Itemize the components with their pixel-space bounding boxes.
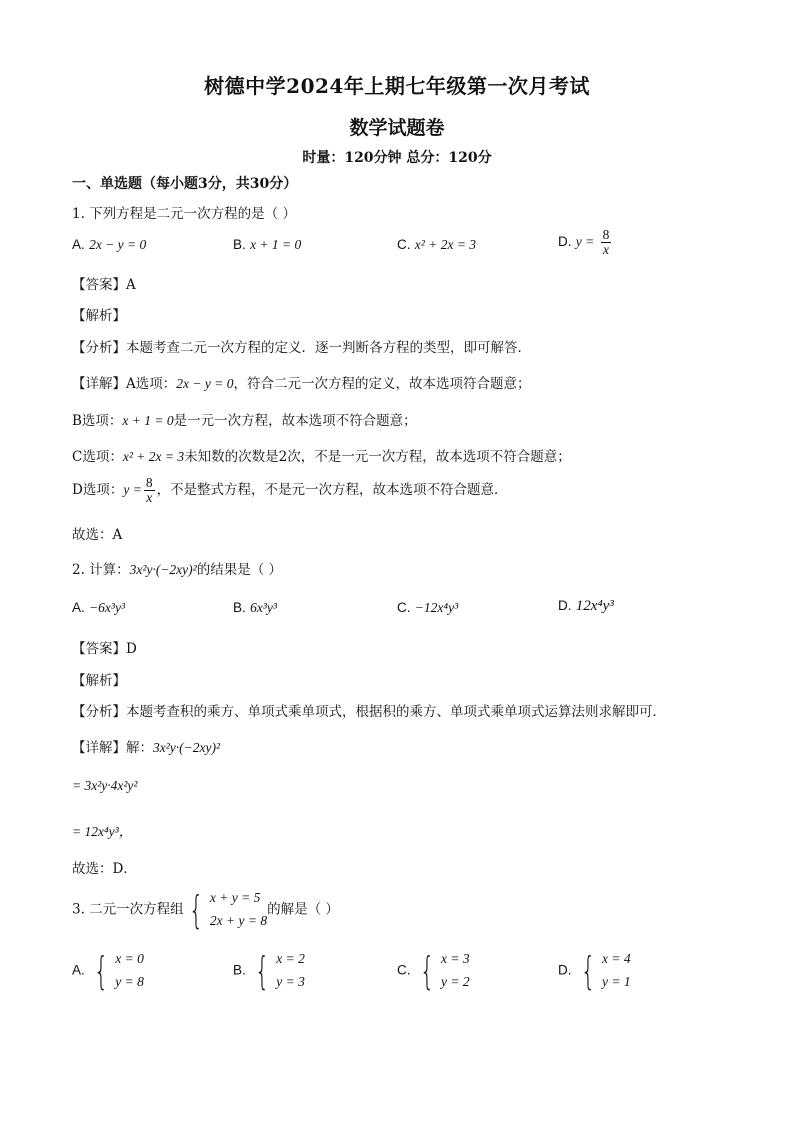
q3-equation-system [184, 887, 267, 933]
q3-option-d [558, 948, 631, 994]
q3-eq-2: 2x + y = 8 [209, 912, 268, 928]
q1-option-a [72, 237, 146, 253]
left-brace-icon: { [419, 948, 435, 993]
exam-meta: 时量：120分钟 总分：120分 [302, 150, 492, 166]
q2-option-a-math: −6x³y³ [89, 600, 126, 615]
q2-option-c-math: −12x⁴y³ [414, 600, 459, 615]
q1-option-d-lhs: y = [575, 234, 595, 250]
q1-b-prefix: B选项： [72, 413, 123, 429]
q1-choose: 故选：A [72, 527, 123, 543]
q1-c-math: x² + 2x = 3 [122, 449, 185, 464]
q1-d-lhs: y = [123, 482, 142, 498]
q1-option-c-label: C. [397, 237, 411, 252]
q1-d-prefix: D选项： [72, 482, 124, 499]
q1-detail-a-math: 2x − y = 0 [176, 376, 234, 391]
q3-option-a-x: x = 0 [115, 951, 144, 966]
q2-option-d-math: 12x⁴y³ [575, 598, 614, 614]
q3-stem [72, 887, 339, 933]
q1-d-text: ，不是整式方程，不是元一次方程，故本选项不符合题意． [156, 482, 508, 499]
q1-detail-prefix: 【详解】A选项： [72, 376, 177, 392]
q1-option-d-fraction [601, 228, 612, 257]
q3-option-d-system [576, 948, 631, 994]
q2-stem-math: 3x²y·(−2xy)² [129, 562, 197, 577]
q2-stem-suffix: 的结果是（ ） [196, 562, 283, 578]
q2-choose: 故选：D． [72, 861, 137, 877]
q1-c-prefix: C选项： [72, 449, 123, 465]
q1-option-c-math: x² + 2x = 3 [414, 237, 477, 252]
q3-option-a-y: y = 8 [115, 973, 144, 989]
q2-analysis: 【分析】本题考查积的乘方、单项式乘单项式，根据积的乘方、单项式乘单项式运算法则求解即可． [72, 704, 666, 720]
fraction-numerator: 8 [145, 475, 153, 490]
q3-option-c-label: C. [397, 962, 411, 978]
q1-option-c [397, 237, 476, 253]
q2-option-b-math: 6x³y³ [250, 600, 277, 615]
q1-option-b [233, 237, 301, 253]
q1-detail-a-text: ，符合二元一次方程的定义，故本选项符合题意； [233, 376, 531, 392]
q1-option-d-label: D. [558, 234, 572, 250]
q3-option-d-label: D. [558, 962, 572, 978]
q1-d-fraction [144, 476, 155, 505]
left-brace-icon: { [93, 948, 109, 993]
q3-option-a [72, 948, 144, 994]
q3-option-c [397, 948, 470, 994]
q3-option-a-system [89, 948, 144, 994]
left-brace-icon: { [188, 887, 204, 932]
q3-option-b-label: B. [233, 962, 246, 978]
exam-title: 树德中学2024年上期七年级第一次月考试 [204, 74, 590, 98]
fraction-denominator: x [146, 490, 153, 506]
q2-step-2: = 12x⁴y³， [72, 824, 133, 839]
q3-option-c-system [415, 948, 470, 994]
q3-stem-suffix: 的解是（ ） [267, 901, 339, 918]
q1-stem: 1. 下列方程是二元一次方程的是（ ） [72, 206, 296, 222]
q1-b-text: 是一元一次方程，故本选项不符合题意； [173, 413, 417, 429]
q2-detail [72, 736, 220, 756]
q3-option-b [233, 948, 305, 994]
q3-eq-1: x + y = 5 [209, 890, 261, 905]
q1-b-math: x + 1 = 0 [122, 413, 174, 428]
q2-answer: 【答案】D [72, 641, 137, 657]
q2-stem-prefix: 2. 计算： [72, 562, 130, 578]
q2-step-1: = 3x²y·4x²y² [72, 778, 138, 793]
q1-answer: 【答案】A [72, 277, 136, 293]
q1-option-b-label: B. [233, 237, 246, 252]
q3-option-b-y: y = 3 [276, 973, 305, 989]
left-brace-icon: { [580, 948, 596, 993]
q3-option-c-y: y = 2 [440, 973, 470, 989]
q2-option-d-label: D. [558, 598, 572, 613]
q2-option-b [233, 600, 277, 616]
q1-detail-c [72, 445, 571, 465]
q1-jiexi: 【解析】 [72, 308, 126, 324]
q3-option-d-x: x = 4 [601, 951, 631, 966]
q2-stem [72, 558, 282, 578]
exam-subtitle: 数学试题卷 [349, 117, 445, 139]
q2-jiexi: 【解析】 [72, 673, 126, 689]
q2-option-b-label: B. [233, 600, 246, 615]
q1-c-text: 未知数的次数是2次，不是一元一次方程，故本选项不符合题意； [184, 449, 571, 465]
q1-option-d [558, 228, 613, 257]
q2-option-d [558, 598, 614, 615]
q2-option-c-label: C. [397, 600, 411, 615]
q3-option-b-system [250, 948, 305, 994]
q2-detail-prefix: 【详解】解： [72, 740, 153, 756]
fraction-numerator: 8 [602, 227, 610, 242]
q3-option-d-y: y = 1 [601, 973, 631, 989]
q3-stem-prefix: 3. 二元一次方程组 [72, 901, 184, 918]
q3-option-a-label: A. [72, 962, 85, 978]
q1-option-a-label: A. [72, 237, 85, 252]
q2-detail-math: 3x²y·(−2xy)² [153, 740, 221, 755]
q1-analysis: 【分析】本题考查二元一次方程的定义．逐一判断各方程的类型，即可解答． [72, 340, 531, 356]
q2-option-a [72, 600, 125, 616]
q1-detail-a [72, 372, 530, 392]
q1-option-b-math: x + 1 = 0 [250, 237, 302, 252]
q2-option-a-label: A. [72, 600, 85, 615]
q2-option-c [397, 600, 458, 616]
fraction-denominator: x [602, 242, 609, 258]
left-brace-icon: { [254, 948, 270, 993]
q1-detail-b [72, 409, 417, 429]
section-heading: 一、单选题（每小题3分，共30分） [72, 176, 298, 192]
q1-option-a-math: 2x − y = 0 [89, 237, 147, 252]
q3-option-c-x: x = 3 [440, 951, 470, 966]
q1-detail-d [72, 476, 508, 505]
q3-option-b-x: x = 2 [276, 951, 305, 966]
